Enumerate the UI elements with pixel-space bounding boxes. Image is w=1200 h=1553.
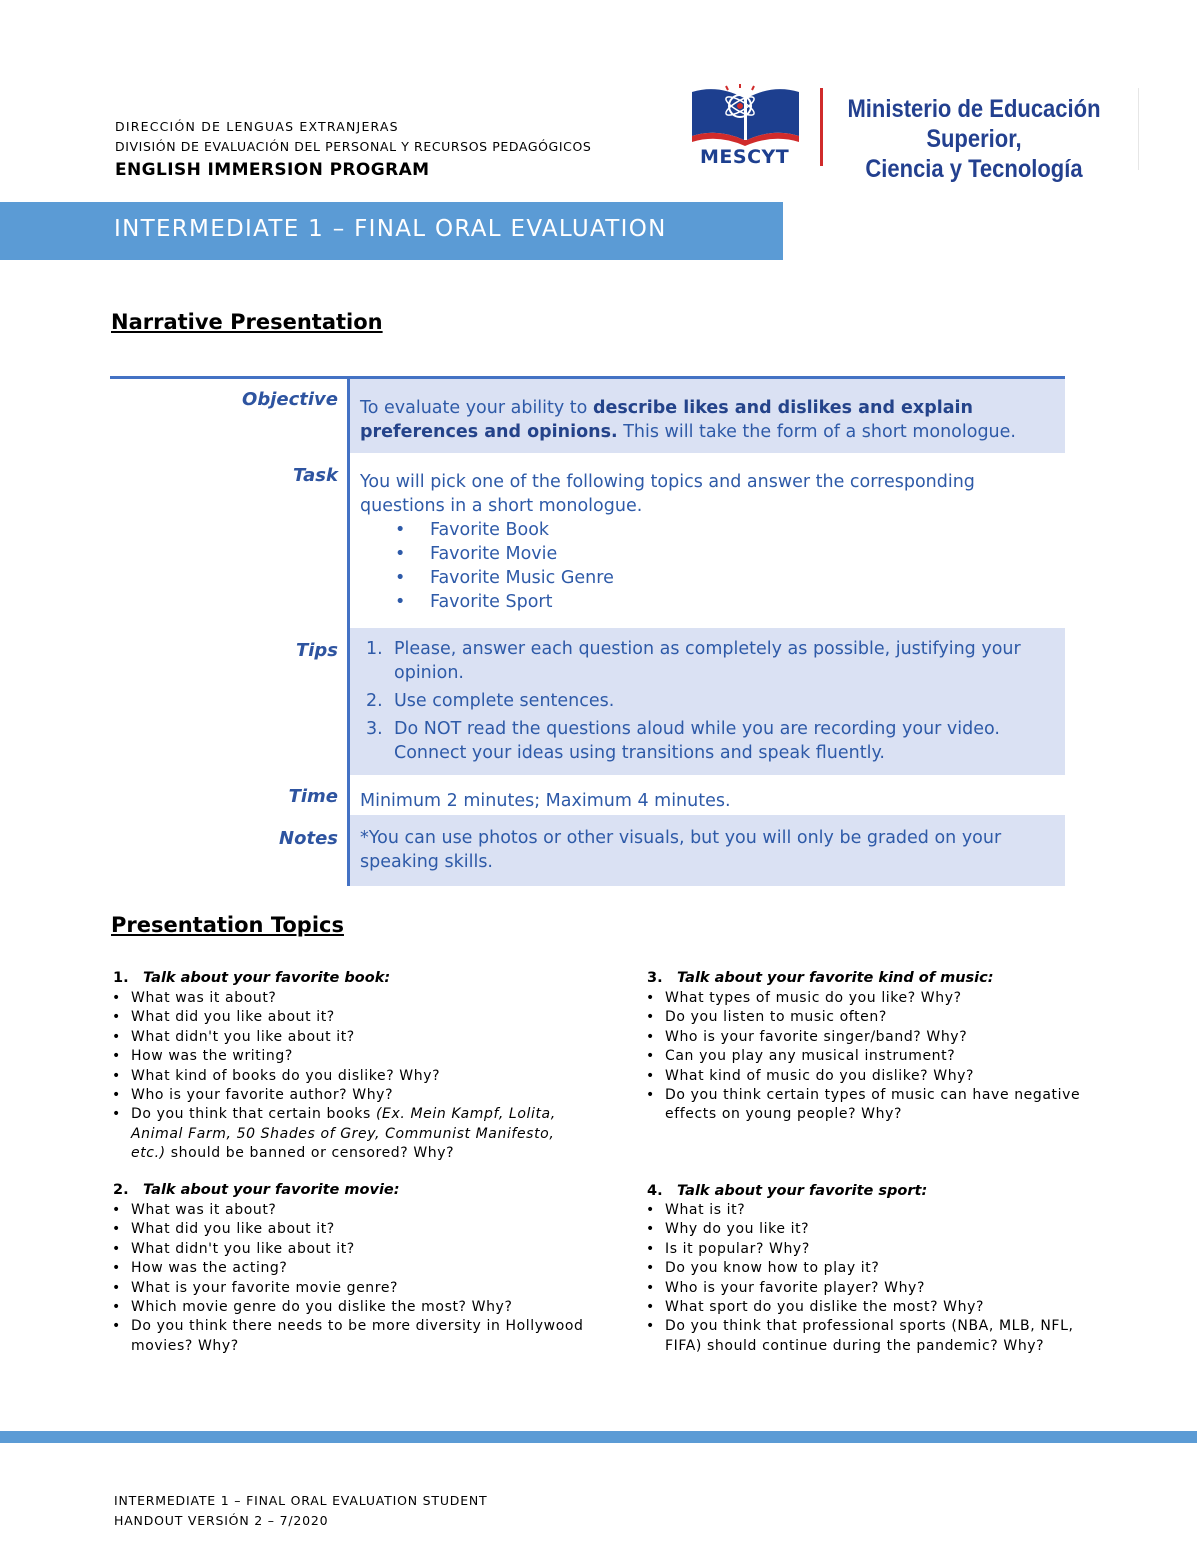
table-divider <box>347 379 350 886</box>
topic-number: 2. <box>113 1182 129 1198</box>
time-label: Time <box>288 786 338 807</box>
list-item: • Favorite Music Genre <box>395 566 614 590</box>
tip-text: Do NOT read the questions aloud while you are recording your video. Connect your ideas using transitions and speak fluently. <box>394 719 1000 763</box>
topic-title-music <box>647 970 994 986</box>
topic-questions-music <box>646 989 1096 1125</box>
topic-title-text: Talk about your favorite kind of music: <box>677 970 994 986</box>
task-topic-list <box>395 518 614 614</box>
list-item: • Which movie genre do you dislike the most? Why? <box>112 1298 587 1317</box>
tip-text: Please, answer each question as completely as possible, justifying your opinion. <box>394 639 1021 683</box>
header-division: DIVISIÓN DE EVALUACIÓN DEL PERSONAL Y RECURSOS PEDAGÓGICOS <box>115 139 592 154</box>
topic-title-book <box>113 970 390 986</box>
topic-title-text: Talk about your favorite sport: <box>677 1183 928 1199</box>
list-item: • Why do you like it? <box>646 1220 1096 1239</box>
notes-text: *You can use photos or other visuals, but you will only be graded on your speaking skills. <box>360 828 1002 872</box>
tip-number: 3. <box>366 719 383 739</box>
list-item: • How was the writing? <box>112 1047 587 1066</box>
question-text: Do you think that certain books <box>131 1106 376 1123</box>
list-item: • Favorite Sport <box>395 590 614 614</box>
objective-text-bold: describe likes and dislikes and explain preferences and opinions. <box>360 398 974 442</box>
list-item: • What sport do you dislike the most? Why? <box>646 1298 1096 1317</box>
tip-text: Use complete sentences. <box>394 691 615 711</box>
question-text: should be banned or censored? Why? <box>165 1145 455 1162</box>
list-item: • Do you know how to play it? <box>646 1259 1096 1278</box>
section-heading-topics: Presentation Topics <box>111 913 344 937</box>
list-item: • What did you like about it? <box>112 1220 587 1239</box>
list-item <box>112 1105 587 1163</box>
list-item: • How was the acting? <box>112 1259 587 1278</box>
objective-label: Objective <box>242 389 338 410</box>
task-text: You will pick one of the following topics and answer the corresponding questions in a short monologue. <box>360 472 975 516</box>
list-item: • Do you listen to music often? <box>646 1008 1096 1027</box>
footer-line-1: INTERMEDIATE 1 – FINAL ORAL EVALUATION STUDENT <box>114 1493 488 1508</box>
ministry-name <box>842 94 1106 184</box>
objective-text-pre: To evaluate your ability to <box>360 398 593 418</box>
list-item: • What is your favorite movie genre? <box>112 1279 587 1298</box>
topic-number: 3. <box>647 970 663 986</box>
list-item: • Who is your favorite player? Why? <box>646 1279 1096 1298</box>
footer-bar <box>0 1431 1197 1443</box>
logo-rule <box>1138 88 1139 170</box>
topic-title-text: Talk about your favorite movie: <box>143 1182 400 1198</box>
list-item: • What was it about? <box>112 1201 587 1220</box>
ministry-line-1: Ministerio de Educación Superior, <box>847 95 1101 153</box>
notes-label: Notes <box>279 828 338 849</box>
list-item: • Who is your favorite author? Why? <box>112 1086 587 1105</box>
topic-title-text: Talk about your favorite book: <box>143 970 391 986</box>
topic-questions-sport <box>646 1201 1096 1356</box>
header-department: DIRECCIÓN DE LENGUAS EXTRANJERAS <box>115 119 399 134</box>
list-item: • What is it? <box>646 1201 1096 1220</box>
list-item: • Do you think certain types of music can have negative effects on young people? Why? <box>646 1086 1096 1125</box>
topic-title-movie <box>113 1182 400 1198</box>
topic-number: 4. <box>647 1183 663 1199</box>
list-item: • What didn't you like about it? <box>112 1240 587 1259</box>
list-item: • What kind of music do you dislike? Why? <box>646 1067 1096 1086</box>
tip-number: 2. <box>366 691 383 711</box>
topic-title-sport <box>647 1183 927 1199</box>
list-item: • Favorite Book <box>395 518 614 542</box>
footer-line-2: HANDOUT VERSIÓN 2 – 7/2020 <box>114 1513 329 1528</box>
list-item: • Do you think that professional sports (NBA, MLB, NFL, FIFA) should continue during the pandemic? Why? <box>646 1317 1096 1356</box>
header-program: ENGLISH IMMERSION PROGRAM <box>115 160 430 180</box>
list-item: • Favorite Movie <box>395 542 614 566</box>
list-item: • Who is your favorite singer/band? Why? <box>646 1028 1096 1047</box>
section-heading-narrative: Narrative Presentation <box>111 310 383 334</box>
topic-number: 1. <box>113 970 129 986</box>
list-item: • What didn't you like about it? <box>112 1028 587 1047</box>
list-item: • Can you play any musical instrument? <box>646 1047 1096 1066</box>
list-item: • Do you think there needs to be more diversity in Hollywood movies? Why? <box>112 1317 587 1356</box>
page-title: INTERMEDIATE 1 – FINAL ORAL EVALUATION <box>114 216 667 242</box>
list-item: • Is it popular? Why? <box>646 1240 1096 1259</box>
question-examples: (Ex. Mein Kampf, Lolita, Animal Farm, 50 Shades of Grey, Communist Manifesto, etc.) <box>131 1106 556 1162</box>
topic-questions-book <box>112 989 587 1164</box>
topic-questions-movie <box>112 1201 587 1356</box>
time-text: Minimum 2 minutes; Maximum 4 minutes. <box>360 791 731 811</box>
tips-label: Tips <box>295 640 338 661</box>
list-item: • What did you like about it? <box>112 1008 587 1027</box>
logo-acronym: MESCYT <box>700 146 790 168</box>
task-label: Task <box>293 465 338 486</box>
list-item: • What types of music do you like? Why? <box>646 989 1096 1008</box>
list-item: • What was it about? <box>112 989 587 1008</box>
tip-number: 1. <box>366 639 383 659</box>
list-item: • What kind of books do you dislike? Why? <box>112 1067 587 1086</box>
logo-divider <box>820 88 823 166</box>
objective-text-post: This will take the form of a short monologue. <box>617 422 1016 442</box>
objective-text <box>360 396 1060 444</box>
ministry-line-2: Ciencia y Tecnología <box>865 155 1083 183</box>
